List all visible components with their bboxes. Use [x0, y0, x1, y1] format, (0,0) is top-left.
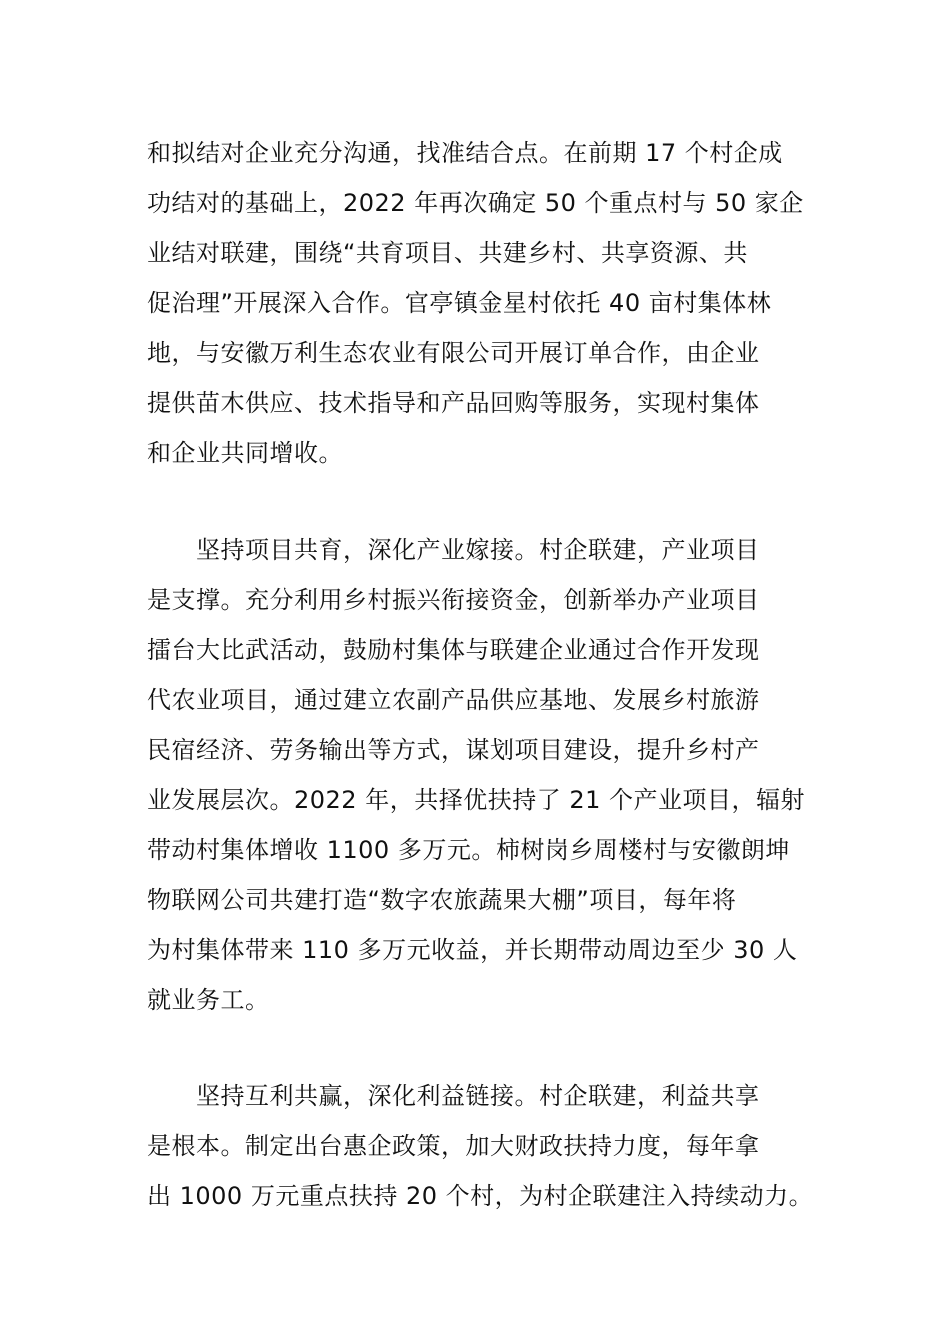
paragraph-line: 擂台大比武活动，鼓励村集体与联建企业通过合作开发现 — [147, 636, 760, 664]
paragraph-2 — [147, 525, 812, 1025]
paragraph-line: 地，与安徽万利生态农业有限公司开展订单合作，由企业 — [147, 339, 760, 367]
paragraph-line: 提供苗木供应、技术指导和产品回购等服务，实现村集体 — [147, 389, 760, 417]
paragraph-line: 代农业项目，通过建立农副产品供应基地、发展乡村旅游 — [147, 686, 760, 714]
paragraph-line: 就业务工。 — [147, 986, 270, 1014]
paragraph-3 — [147, 1071, 812, 1221]
paragraph-line: 促治理”开展深入合作。官亭镇金星村依托 40 亩村集体林 — [147, 289, 772, 317]
paragraph-line: 和拟结对企业充分沟通，找准结合点。在前期 17 个村企成 — [147, 139, 783, 167]
paragraph-line: 为村集体带来 110 多万元收益，并长期带动周边至少 30 人 — [147, 936, 798, 964]
paragraph-line: 坚持互利共赢，深化利益链接。村企联建，利益共享 — [196, 1082, 760, 1110]
paragraph-line: 坚持项目共育，深化产业嫁接。村企联建，产业项目 — [196, 536, 760, 564]
paragraph-line: 功结对的基础上，2022 年再次确定 50 个重点村与 50 家企 — [147, 189, 804, 217]
paragraph-1 — [147, 128, 812, 478]
paragraph-line: 带动村集体增收 1100 多万元。柿树岗乡周楼村与安徽朗坤 — [147, 836, 790, 864]
paragraph-line: 物联网公司共建打造“数字农旅蔬果大棚”项目，每年将 — [147, 886, 737, 914]
paragraph-line: 出 1000 万元重点扶持 20 个村，为村企联建注入持续动力。 — [147, 1182, 814, 1210]
paragraph-line: 业结对联建，围绕“共育项目、共建乡村、共享资源、共 — [147, 239, 748, 267]
paragraph-line: 民宿经济、劳务输出等方式，谋划项目建设，提升乡村产 — [147, 736, 760, 764]
paragraph-line: 和企业共同增收。 — [147, 439, 343, 467]
paragraph-line: 是根本。制定出台惠企政策，加大财政扶持力度，每年拿 — [147, 1132, 760, 1160]
paragraph-line: 是支撑。充分利用乡村振兴衔接资金，创新举办产业项目 — [147, 586, 760, 614]
paragraph-line: 业发展层次。2022 年，共择优扶持了 21 个产业项目，辐射 — [147, 786, 806, 814]
